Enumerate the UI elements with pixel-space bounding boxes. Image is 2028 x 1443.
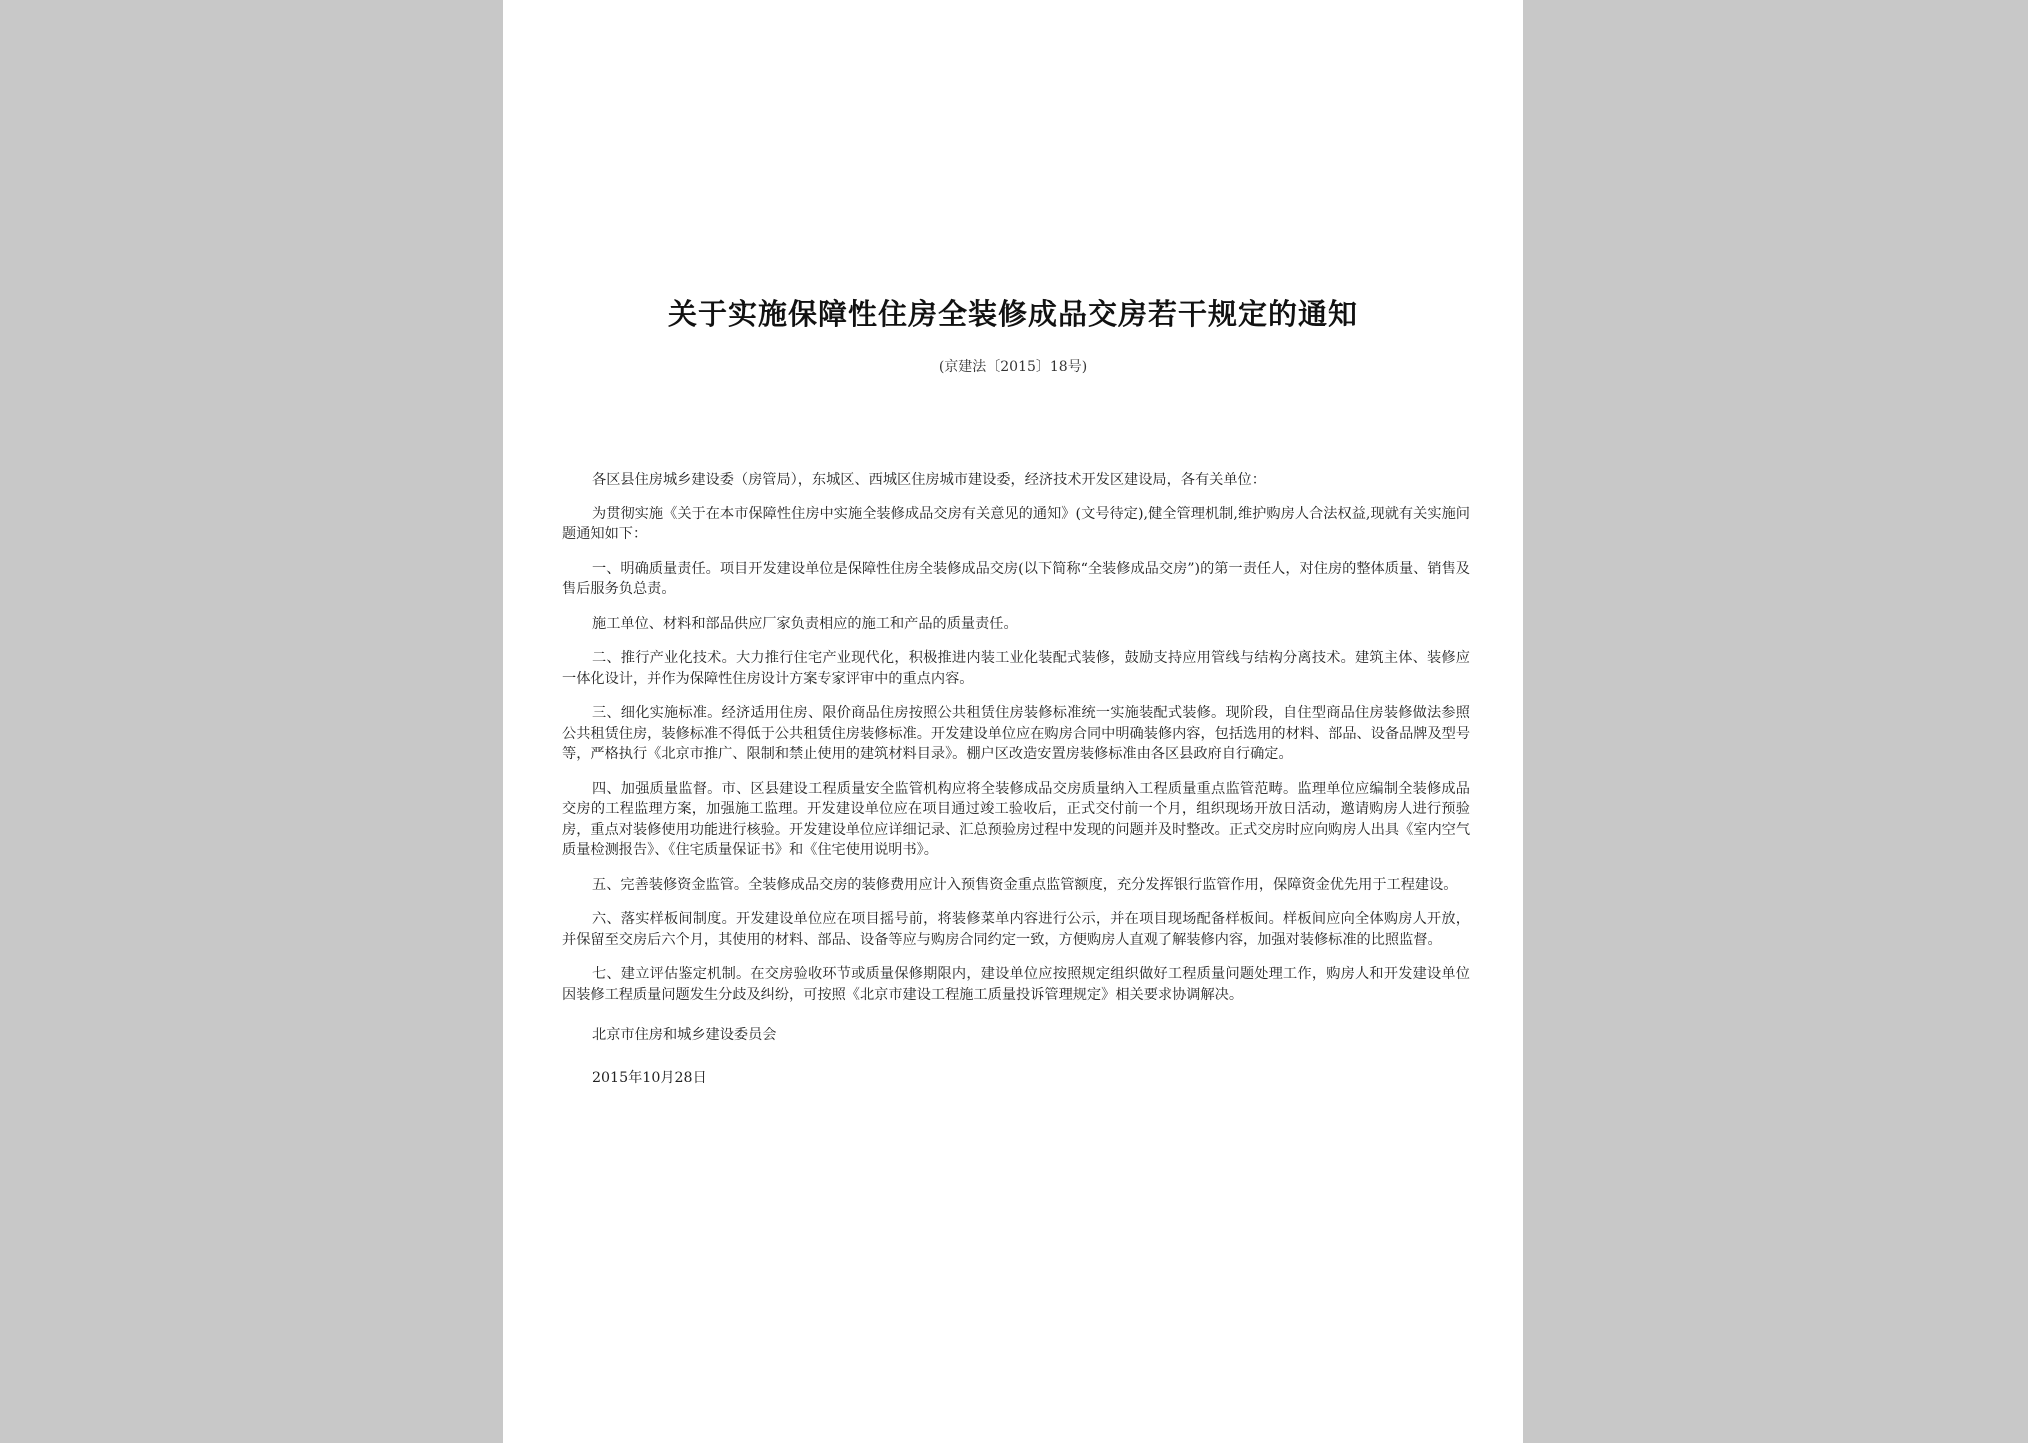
document-page (503, 0, 1523, 1443)
paragraph-1: 一、明确质量责任。项目开发建设单位是保障性住房全装修成品交房(以下简称“全装修成品交房”)的第一责任人，对住房的整体质量、销售及售后服务负总责。 (562, 560, 1470, 597)
paragraph-6: 六、落实样板间制度。开发建设单位应在项目摇号前，将装修菜单内容进行公示，并在项目现场配备样板间。样板间应向全体购房人开放，并保留至交房后六个月，其使用的材料、部品、设备等应与购房合同约定一致，方便购房人直观了解装修内容，加强对装修标准的比照监督。 (562, 911, 1470, 948)
paragraph-2: 二、推行产业化技术。大力推行住宅产业现代化，积极推进内装工业化装配式装修，鼓励支持应用管线与结构分离技术。建筑主体、装修应一体化设计，并作为保障性住房设计方案专家评审中的重点内容。 (562, 650, 1470, 687)
signature: 北京市住房和城乡建设委员会 (592, 1027, 777, 1043)
document-date: 2015年10月28日 (592, 1069, 707, 1086)
salutation: 各区县住房城乡建设委（房管局），东城区、西城区住房城市建设委，经济技术开发区建设局，各有关单位： (592, 472, 1266, 488)
document-title: 关于实施保障性住房全装修成品交房若干规定的通知 (667, 297, 1358, 331)
paragraph-intro: 为贯彻实施《关于在本市保障性住房中实施全装修成品交房有关意见的通知》(文号待定),健全管理机制,维护购房人合法权益,现就有关实施问题通知如下： (562, 505, 1470, 542)
paragraph-1b: 施工单位、材料和部品供应厂家负责相应的施工和产品的质量责任。 (592, 615, 1018, 632)
paragraph-7: 七、建立评估鉴定机制。在交房验收环节或质量保修期限内，建设单位应按照规定组织做好工程质量问题处理工作，购房人和开发建设单位因装修工程质量问题发生分歧及纠纷，可按照《北京市建设工程施工质量投诉管理规定》相关要求协调解决。 (562, 966, 1470, 1003)
document-body (562, 470, 1470, 1088)
paragraph-5: 五、完善装修资金监管。全装修成品交房的装修费用应计入预售资金重点监管额度，充分发挥银行监管作用，保障资金优先用于工程建设。 (592, 876, 1458, 893)
document-number: (京建法〔2015〕18号) (938, 359, 1088, 375)
paragraph-4: 四、加强质量监督。市、区县建设工程质量安全监管机构应将全装修成品交房质量纳入工程质量重点监管范畴。监理单位应编制全装修成品交房的工程监理方案，加强施工监理。开发建设单位应在项目通过竣工验收后，正式交付前一个月，组织现场开放日活动，邀请购房人进行预验房，重点对装修使用功能进行核验。开发建设单位应详细记录、汇总预验房过程中发现的问题并及时整改。正式交房时应向购房人出具《室内空气质量检测报告》、《住宅质量保证书》和《住宅使用说明书》。 (562, 780, 1471, 858)
paragraph-3: 三、细化实施标准。经济适用住房、限价商品住房按照公共租赁住房装修标准统一实施装配式装修。现阶段，自住型商品住房装修做法参照公共租赁住房，装修标准不得低于公共租赁住房装修标准。开发建设单位应在购房合同中明确装修内容，包括选用的材料、部品、设备品牌及型号等，严格执行《北京市推广、限制和禁止使用的建筑材料目录》。棚户区改造安置房装修标准由各区县政府自行确定。 (562, 705, 1471, 762)
